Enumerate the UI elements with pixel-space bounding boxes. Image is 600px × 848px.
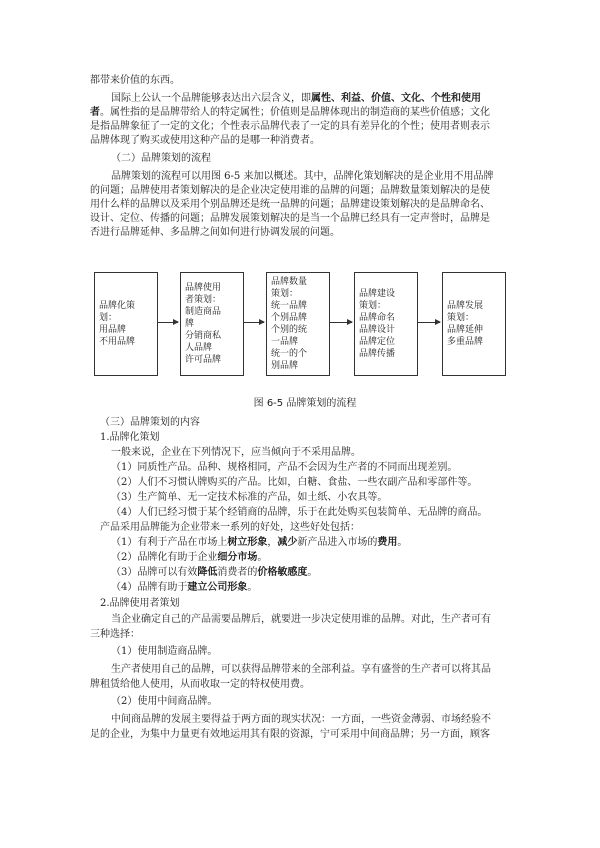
text-line: 国际上公认一个品牌能够表达出六层含义，即属性、利益、价值、文化、个性和使用 [111, 93, 481, 104]
flow-box-user: 品牌使用 者策划： 制造商品 牌 分销商私 人品牌 许可品牌 [180, 272, 244, 376]
text-line: 三种选择： [90, 629, 140, 640]
text-line: 中间商品牌的发展主要得益于两方面的现实状况：一方面，一些资金薄弱、市场经验不 [111, 714, 491, 725]
text-line: 的问题；品牌使用者策划解决的是企业决定使用谁的品牌的问题；品牌数量策划解决的是使 [90, 185, 490, 196]
text-line: （2）品牌化有助于企业细分市场。 [111, 552, 268, 563]
text-line: 生产者使用自己的品牌，可以获得品牌带来的全部利益。享有盛誉的生产者可以将其品 [111, 664, 491, 675]
flow-diagram [90, 246, 520, 409]
flow-box-construction: 品牌建设 策划： 品牌命名 品牌设计 品牌定位 品牌传播 [354, 272, 418, 376]
flow-arrow [158, 322, 178, 323]
text-line: （2）人们不习惯认牌购买的产品。比如，白糖、食盐、一些农副产品和零部件等。 [111, 477, 478, 488]
text-line: 是指品牌象征了一定的文化；个性表示品牌代表了一定的具有差异化的个性；使用者则表示 [90, 121, 490, 132]
text-line: 产品采用品牌能为企业带来一系列的好处，这些好处包括： [100, 522, 360, 533]
text-line: 当企业确定自己的产品需要品牌后，就要进一步决定使用谁的品牌。对此，生产者可有 [111, 614, 491, 625]
text-line: （4）品牌有助于建立公司形象。 [111, 582, 258, 593]
text-line: （2）使用中间商品牌。 [111, 696, 218, 707]
text-line: 品牌策划的流程可以用图 6-5 来加以概述。其中，品牌化策划解决的是企业用不用品牌 [111, 171, 494, 182]
text-line: （1）使用制造商品牌。 [111, 646, 218, 657]
flow-arrow [244, 322, 264, 323]
flow-arrow [418, 322, 440, 323]
text-line: （3）生产简单、无一定技术标准的产品，如土纸、小农具等。 [111, 492, 388, 503]
text-line: （1）同质性产品。品种、规格相同，产品不会因为生产者的不同而出现差别。 [111, 462, 458, 473]
text-line: 都带来价值的东西。 [90, 75, 180, 86]
text-line: 一般来说，企业在下列情况下，应当倾向于不采用品牌。 [111, 447, 361, 458]
text-line: 设计、定位、传播的问题；品牌发展策划解决的是当一个品牌已经具有一定声誉时，品牌是 [90, 213, 490, 224]
subsection-heading: 2.品牌使用者策划 [100, 598, 180, 609]
flow-box-development: 品牌发展 策划： 品牌延伸 多重品牌 [442, 272, 506, 376]
text-line: （3）品牌可以有效降低消费者的价格敏感度。 [111, 567, 318, 578]
text-line: 否进行品牌延伸、多品牌之间如何进行协调发展的问题。 [90, 227, 340, 238]
text-line: 品牌体现了购买或使用这种产品的是哪一种消费者。 [90, 135, 320, 146]
flow-box-quantity: 品牌数量 策划： 统一品牌 个别品牌 个别的统 一品牌 统一的个 别品牌 [266, 272, 330, 376]
section-heading: （三）品牌策划的内容 [100, 417, 200, 428]
text-line: 者。属性指的是品牌带给人的特定属性；价值则是品牌体现出的制造商的某些价值感；文化 [90, 107, 490, 118]
subsection-heading: 1.品牌化策划 [100, 432, 160, 443]
text-line: （1）有利于产品在市场上树立形象，减少新产品进入市场的费用。 [111, 537, 408, 548]
flow-arrow [330, 322, 352, 323]
text-line: （4）人们已经习惯于某个经销商的品牌，乐于在此处购买包装简单、无品牌的商品。 [111, 507, 488, 518]
flow-box-branding: 品牌化策 划： 用品牌 不用品牌 [94, 272, 158, 376]
figure-caption: 图 6-5 品牌策划的流程 [253, 398, 357, 409]
text-line: 用什么样的品牌以及采用个别品牌还是统一品牌的问题；品牌建设策划解决的是品牌命名、 [90, 199, 490, 210]
text-line: 牌租赁给他人使用，从而收取一定的特权使用费。 [90, 679, 310, 690]
text-line: 足的企业，为集中力量更有效地运用其有限的资源，宁可采用中间商品牌；另一方面，顾客 [90, 729, 490, 740]
section-heading: （二）品牌策划的流程 [111, 153, 211, 164]
